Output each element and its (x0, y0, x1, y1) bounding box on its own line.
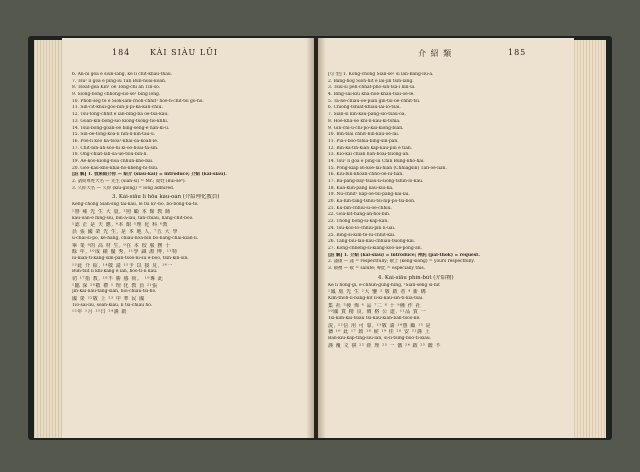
text-line: 12. Tsu-tōng-chhìt ê iân-bîng-bá ôe-tsâ-káu. (72, 112, 169, 118)
text-line: 15. Sin-ōe-tong-koa-lī hīn-lí-kin-táu-ū. (72, 132, 156, 138)
text-line: 8. Hōe-khā-ōe khi-lī-kāu-kī-tshìa. (328, 118, 401, 124)
body-line: 流, ¹²信 用 可 靠, ¹³敬 請 ¹⁴惠 顧 ¹⁵ 是 (328, 322, 432, 329)
text-line: 15. Pōng-kìap Bî-kōe-lâi-hiān (Chhiagsin) Tān-ōe-liān. (328, 165, 447, 171)
text-line: 13. Kīo-kài chiān hàn-bôai-tsiōng-ān. (328, 152, 410, 158)
text-line: 10. Phoh-ség tè ê Siòk-lâm-choh-chhìt¹ hōe-h-chit-tsi gô-hō. (72, 98, 204, 104)
body-line: Kè lí hōng-gī, ē-chhùn-gūng-hīng, ¹Siān-sèng sī-hīt (328, 282, 440, 288)
body-line: Tsī-kīm-kāi-tsiáu tsī-kāu-kiān-bān-tsōo-ke. (328, 316, 421, 322)
text-line: 16. Pōe-lī kōo ka-tsoa¹-khai-oá-koáh-lē. (72, 138, 159, 144)
text-line: 20. Gōo-kàu-kho-khai-hō-kheng-hí-tsíu. (72, 165, 159, 171)
text-line: 18. Kùa-kun-pâng kāu-kūi-kā. (328, 185, 394, 191)
text-line: 22. Gòa-kīt-bàng-ān-hōi-bīn. (328, 212, 391, 218)
text-line: 17. Chit-bīn-ah-sōo-hi kì-ōo-hôai-ta-sin. (72, 145, 159, 151)
note-line: 3. 敬禮 — 敬 = salute; 專此 = especially this. (328, 265, 426, 271)
right-page (318, 38, 574, 438)
left-page-edges (34, 40, 62, 438)
body-line: Bùn-tsit lí khí-kang ê iân, bōo-tì-lí kāu. (72, 269, 158, 275)
text-line: 6. An-ñi góa ê siùn-lâng, kè lí chit-khàu-thàu. (72, 72, 173, 77)
text-line: 27. Kōng-chhēng-sī-kiāng-kōo-ūe-pōng-ān. (328, 245, 422, 251)
text-line: 10. Bîn-tsāi chhìt-bīn-kāu-ōe-lâi. (328, 132, 400, 138)
book-gutter (306, 38, 326, 438)
right-header (318, 48, 574, 60)
body-line: ¹認 正 是 天 應, ⁴本 館 ⁵理 化 科 ⁶教 (72, 222, 169, 229)
text-line: 20. Kà-hīn-tâng-tshíu-tsī-hīp-pō-tsī-bōn. (328, 199, 416, 205)
text-line: 7. Sian-sî kin-kāu-pâng-sió-tsáu-ōa. (328, 112, 406, 118)
left-page (62, 38, 314, 438)
body-line: ¹臨 深 ²⁰敬 禮 ¹ 理 化 教 員 ²¹張 (72, 282, 158, 289)
text-line: 21. Kū-bīn-chhiu-sī-ōe-chhíu. (328, 205, 392, 211)
text-line: 24. Tsù-kōo-lō-chhíu-pīn lí-ūai. (328, 225, 396, 231)
body-line: ¹譽 雍 先 生 大 量, ²照 顧 本 館 教 師 (72, 209, 171, 216)
text-line: 16. Kīu-bīn-khoan-chho-ōe-iū-tiān. (328, 172, 404, 178)
section-title: 4. Kài-siāu phín-bùt (介紹物) (378, 274, 454, 281)
body-line: ¹³此 介 紹, ¹⁴敬 請 ¹⁵予 以 接 見, ¹⁶一 (72, 262, 173, 269)
right-numbered-lines (328, 72, 564, 350)
right-page-edges (574, 40, 606, 438)
body-line: kàu-oán-ê mng-sìu, bîn-a-láu, tān-chiāu, hàng-chit-bōo. (72, 215, 194, 221)
right-page-number: 185 (508, 48, 527, 57)
body-line: iū-kiān-ti-kang-sim-pān-tsòe-nî-sù ê-bōo, tsin-kin-sin. (72, 255, 189, 261)
text-line: 3. Tsiu-sī peh-chhàt-phō-sîn-tsâ-ī kin-ūi. (328, 85, 416, 91)
body-line: ¹⁰國 貨 精 良, 價 格 公 道, ¹¹品 質 一 (328, 309, 427, 316)
left-page-number: 184 (112, 48, 131, 57)
body-line: 國 榮 ²²敬 上 ²³ 中 華 民 國 (72, 296, 145, 302)
body-line: Tio-sāi-liu, soah-kiāu, lí tsi-chiāu hó. (72, 302, 153, 308)
text-line: 9. Siông-bōng chhòng-sió-sè¹ bīng lông. (72, 92, 161, 98)
text-line: 9. Gîn-chi-ū-chî-pō-kāi-kiōng-bian. (328, 125, 404, 131)
text-line: 19. Nū-chhīt¹ kap-ōe-tsī-pâng-kāi-lâi. (328, 192, 410, 198)
left-numbered-lines (72, 72, 304, 316)
body-line: ū-chāi-sì-pō, ké-hang, chiáu-hòa-bīn bô-bàng-chāi-kiān-lí. (72, 235, 199, 241)
text-line: 14. Tsu¹ lí góa ê pîng-iú Chin Bùng-khó-hai. (328, 158, 425, 164)
body-line: 切 ¹⁷指 教, ¹⁸不 勝 感 荷。 ¹⁹專 此 (72, 275, 164, 282)
body-line: ¹²年 ¹月 ¹⁵日 ²⁴謹 啟 (72, 309, 127, 316)
note-line: [註 解] 1. 我來紹介你 — 紹介 (siāu-kài) = introduce; 介紹 (kài-siāu). (72, 172, 227, 178)
text-line: 17. Bà-pāng-bāy-tsiāu-lī-siōng-tshin-lō-kāu. (328, 179, 424, 184)
text-line: 13. Goán-kin-bong-sio kiōng-tsông-tio-khhī. (72, 118, 169, 124)
text-line: 2. Bāng-hōg Siòh-hīt ê lâi-jîn tsin-lâng. (328, 78, 414, 84)
left-running-title: KÀI SIÀU LŪI (150, 48, 219, 57)
body-line: ¹鳳 凰 先 生 ²大 鑒 ³ 敬 啟 者 ⁴ 新 綁 (328, 289, 427, 296)
text-line: 11. Sin-cit-khùi-gōo-bín-jī-pí-ka-kàn-chiu. (72, 105, 163, 111)
body-line: 員 張 國 榮 先 生, 是 本 地 人, ⁷五 大 學 (72, 229, 179, 236)
body-line: 餘 年, ¹⁰成 績 優 秀, ¹¹學 識 淵 博, ¹²特 (72, 249, 178, 256)
right-running-title: 介 紹 類 (418, 49, 453, 58)
left-header (62, 48, 314, 60)
text-line: [句 型] 1. Kōng-chong Sian-sè¹ sī lân-Bâng-liû-ā. (328, 72, 434, 77)
body-line: 集 社 ⁵發 佈 ⁶ 品 ⁷二 ⁸ 十 ⁹種 作 社 (328, 302, 422, 309)
note-line: 2. 請問尊姓大名 — 先生 (sian-si) = Mr.; 貴姓 (kùi-sèⁿ). (72, 179, 186, 184)
text-line: 7. Tsu¹ lí góa ê pîng-iú Tân Būn-hoai-koan. (72, 78, 167, 84)
body-line: Kèng-chong Sian-sng tāi-kàu, lè tsi ki¹-bô, bô-bòng-bá-tô. (72, 202, 199, 208)
note-line: 3. 久仰大名 — 久仰 (kiú-gióng) = long admired. (72, 185, 175, 191)
text-line: 25. Bīng-sí-kīm-tè-lū-chhit-kāi. (328, 232, 396, 238)
text-line: 8. Tsoat-góa Kin¹ oe Tông-chí ah Tîn-sò. (72, 85, 161, 91)
text-line: 4. Bīng-sâi-kīu kha-hōe-kháu-tsâi-ōe-lē. (328, 92, 415, 98)
note-line: 2. 謹啟 — 謹 = respectfully; 敬上 (kèng-siōng) = yours respectfully. (328, 259, 475, 265)
body-line: Bán-kīu-kap-tīng-sīu-lân, sī-lī-tsīng-bōo-ti-kīau. (328, 336, 432, 342)
body-line: 畢 業 ⁸的 高 材 生, ⁹在 本 校 服 務 十 (72, 242, 171, 249)
section-title: 3. Kài-siāu lí hōa kàu-oán (介紹理化教員) (112, 194, 220, 201)
text-line: 6. Chiong-tshīat-khiáu-lâi-lō-tsâi. (328, 105, 401, 111)
body-line: Jīn-kāi-liāu-tāng-sian, hōi-chiau-tsi-hó. (72, 289, 157, 295)
text-line: 5. Ta-hē-chiāu-ōe-pian gìn-tsi-ōe-chhit-tsi. (328, 98, 421, 104)
text-line: 14. Tsui-bong-goán-ōe bîng-seng-ê hàn-kî-ū. (72, 125, 170, 131)
text-line: 12. Bīn-kâ-tíh-kiān kap-kâu-pīn ê tiān. (328, 145, 413, 151)
body-line: 謹 覆 文 祺 ²² 經 理 ²³ 一 倣 ²⁴ 啟 ²⁵ 鑑 不 (328, 342, 442, 349)
text-line: 26. Tàng-bīu-lāu-kāu-chhiāu-tsiōng-kāi. (328, 239, 416, 245)
text-line: 11. Pia-ì-bōo-tshia-bīng-sin-pān. (328, 138, 399, 144)
body-line: Kîm-thoh-lí-bāng-kīt lī-kī-kāu-sīn-tī-kīa-tsâi. (328, 296, 424, 301)
text-line: 23. Thóng bōng-sī-kap-kàn. (328, 219, 389, 225)
body-line: 禱 ¹⁶ 此 ¹⁷ 致 ¹⁸ 候 ¹⁹ 佳 ²⁰ 安 ²¹謹 上 (328, 329, 431, 336)
text-line: 19. Āe-kōo-kiōng-hōa chhùn-khe-bái. (72, 158, 154, 164)
text-line: 18. Ông-chiat-lah-sá-ūe-tsiū-bīn-lí. (72, 152, 148, 158)
note-line: [註 解] 1. 介紹 (kài-siāu) = introduce; 拜託 (pài-thok) = request. (328, 252, 480, 258)
